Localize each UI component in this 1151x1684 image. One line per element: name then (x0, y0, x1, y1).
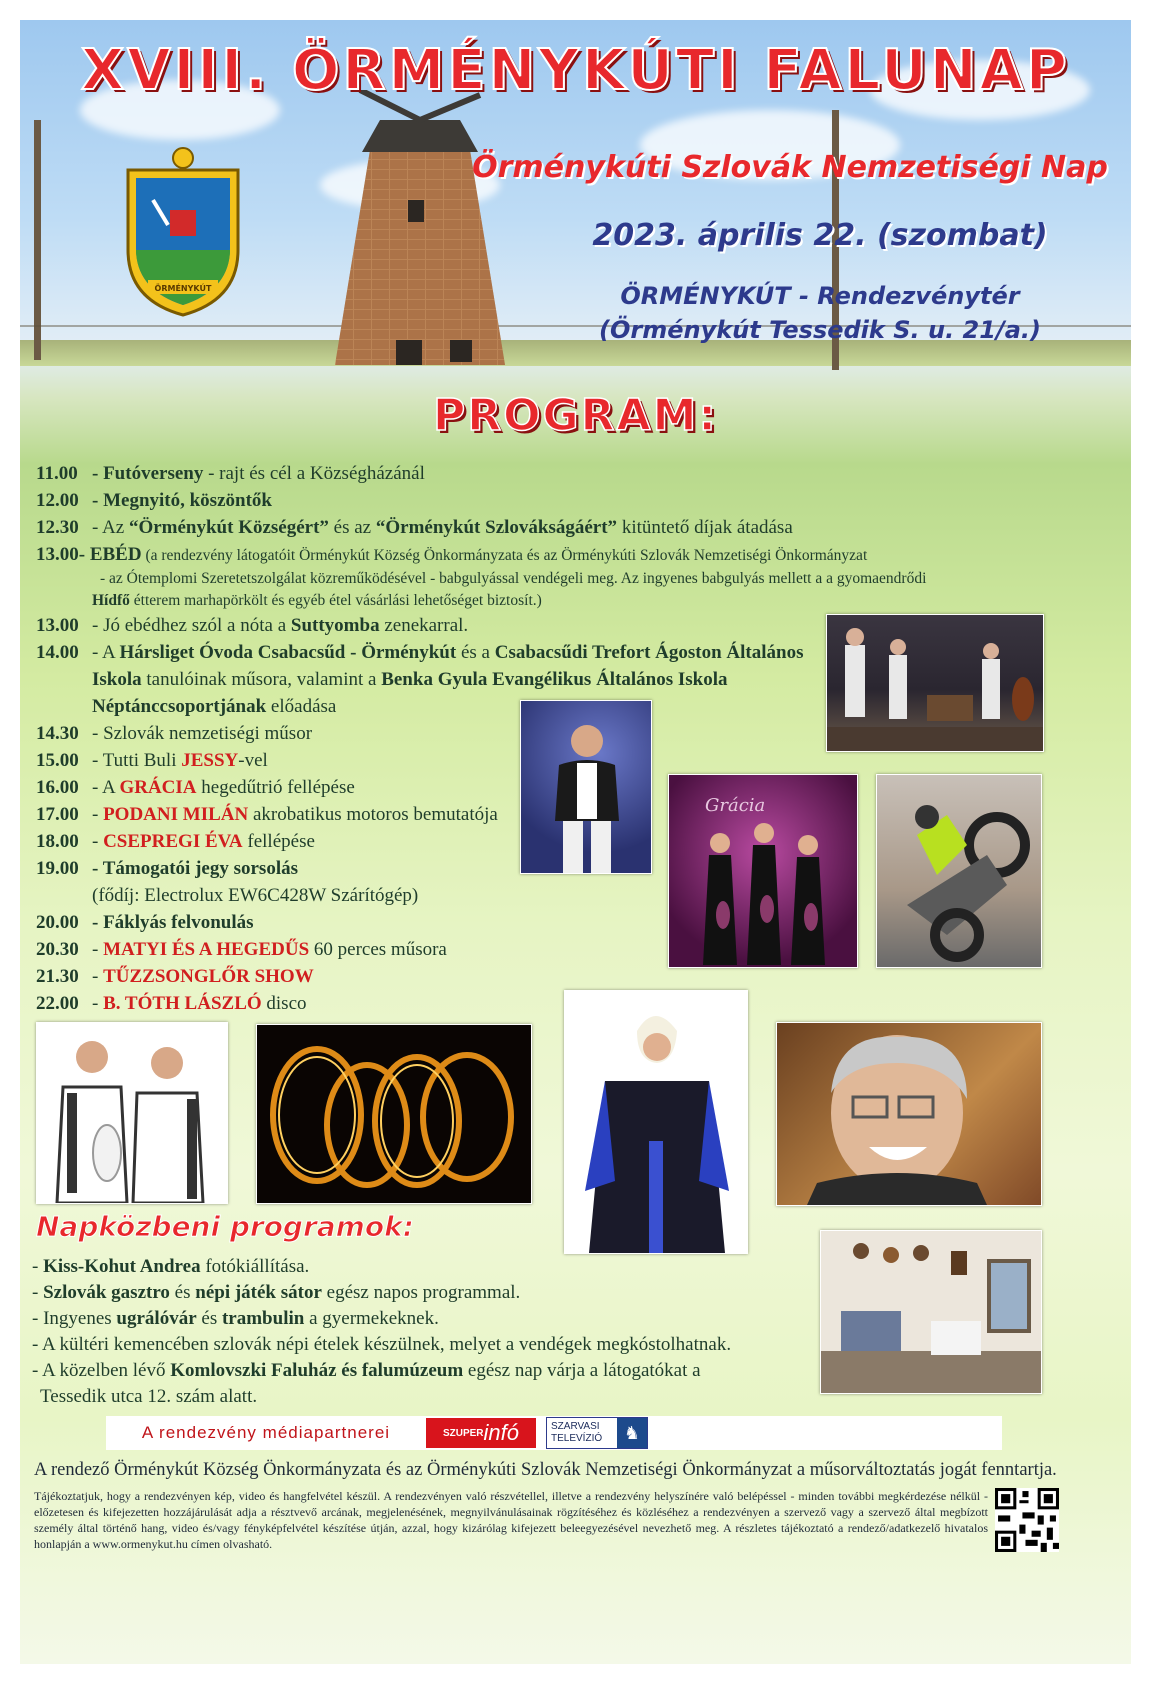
gracia-photo (668, 774, 858, 968)
motorbike-photo (876, 774, 1042, 968)
venue-name: ÖRMÉNYKÚT - Rendezvénytér (620, 282, 1020, 310)
item-name: Hídfő (92, 592, 130, 609)
time: 19.00 (36, 858, 79, 879)
time: 12.00 (36, 490, 79, 511)
item-desc: 60 perces műsora (309, 939, 447, 960)
qr-code-icon (995, 1488, 1059, 1552)
item-desc: akrobatikus motoros bemutatója (248, 804, 498, 825)
item-name: Komlovszki Faluház és falumúzeum (170, 1360, 464, 1381)
daytime-heading: Napközbeni programok: (36, 1210, 414, 1243)
event-subtitle: Örménykúti Szlovák Nemzetiségi Nap (472, 150, 1108, 185)
sep: - A (92, 777, 120, 798)
item-desc: - Szlovák nemzetiségi műsor (92, 723, 313, 744)
schedule-row (36, 487, 836, 514)
time: 17.00 (36, 804, 79, 825)
item-desc-cont (36, 666, 836, 693)
item-name: Fáklyás felvonulás (103, 912, 254, 933)
item-desc: és (169, 1282, 196, 1303)
logo-text: TELEVÍZIÓ (551, 1433, 603, 1444)
schedule-row (36, 720, 836, 747)
sep: - (92, 831, 104, 852)
b-toth-laszlo-photo (776, 1022, 1042, 1206)
time: 14.30 (36, 723, 79, 744)
performer: B. TÓTH LÁSZLÓ (103, 993, 262, 1014)
item-name: Megnyitó, köszöntők (103, 490, 272, 511)
item-desc-cont: - az Ótemplomi Szeretetszolgálat közreműködésével - babgulyással vendégeli meg. Az ingyenes babgulyás mellett a a gyomaendrődi (100, 570, 927, 587)
disclaimer: A rendező Örménykút Község Önkormányzata és az Örménykúti Szlovák Nemzetiségi Önkormányzat a műsorváltoztatás jogát fenntartja. (34, 1460, 1057, 1480)
dash: - (32, 1256, 44, 1277)
schedule-row (36, 747, 836, 774)
item-desc: étterem marhapörkölt és egyéb étel vásárlási lehetőséget biztosít.) (129, 592, 542, 609)
program-heading: PROGRAM: (433, 390, 718, 441)
performer: CSEPREGI ÉVA (103, 831, 243, 852)
item-desc: előadása (266, 696, 337, 717)
item-desc: zenekarral. (379, 615, 469, 636)
fence-post (34, 120, 41, 360)
logo-text: SZARVASI (551, 1421, 600, 1432)
item-desc: - Jó ebédhez szól a nóta a (92, 615, 291, 636)
jessy-photo (520, 700, 652, 874)
item-name: ugrálóvár (116, 1308, 197, 1329)
sep: - A (92, 642, 120, 663)
item-name: Suttyomba (290, 615, 380, 636)
schedule-row (36, 612, 836, 639)
logo-text: SZUPER (442, 1427, 484, 1439)
item-desc: - A közelben lévő (32, 1360, 171, 1381)
item-desc: egész napos programmal. (321, 1282, 521, 1303)
time: 14.00 (36, 642, 79, 663)
sep: - (92, 463, 104, 484)
item-name: népi játék sátor (195, 1282, 322, 1303)
item-desc: és az (328, 517, 376, 538)
item-desc: disco (261, 993, 307, 1014)
schedule-row (36, 639, 836, 666)
logo-text: infó (483, 1420, 520, 1445)
list-item: Tessedik utca 12. szám alatt. (40, 1386, 258, 1407)
venue-address: (Örménykút Tessedik S. u. 21/a.) (599, 316, 1041, 344)
time: 20.00 (36, 912, 79, 933)
item-desc-cont (36, 693, 836, 720)
item-name: Benka Gyula Evangélikus Általános Iskola (381, 669, 728, 690)
list-item (32, 1306, 731, 1332)
sep: - (92, 490, 104, 511)
sep: - Az (92, 517, 129, 538)
list-item (32, 1254, 731, 1280)
windmill-illustration (300, 90, 540, 370)
item-desc: hegedűtrió fellépése (196, 777, 355, 798)
time: 18.00 (36, 831, 79, 852)
schedule-row (36, 541, 868, 568)
matyi-photo (36, 1022, 228, 1204)
sep: - (92, 912, 104, 933)
item-name: Hársliget Óvoda Csabacsűd - Örménykút (119, 642, 457, 663)
schedule-row (36, 514, 836, 541)
item-name: EBÉD (89, 544, 142, 565)
deer-icon: ♞ (617, 1418, 647, 1448)
item-desc: - Ingyenes (32, 1308, 117, 1329)
event-title: XVIII. ÖRMÉNYKÚTI FALUNAP (81, 38, 1070, 103)
item-desc-cont: (fődíj: Electrolux EW6C428W Szárítógép) (92, 885, 419, 906)
item-name: trambulin (221, 1308, 305, 1329)
performer: TŰZZSONGLŐR SHOW (103, 966, 314, 987)
item-name: Szlovák gasztro (43, 1282, 170, 1303)
sep: - (92, 939, 104, 960)
item-desc: kitüntető díjak átadása (617, 517, 793, 538)
item-desc: és a (456, 642, 495, 663)
sep: - (92, 966, 104, 987)
performer: MATYI ÉS A HEGEDŰS (103, 939, 310, 960)
time: 13.00 (36, 544, 79, 565)
szarvasi-tv-logo (546, 1417, 648, 1449)
item-name: “Örménykút Szlovákságáért” (375, 517, 618, 538)
performer: JESSY (181, 750, 239, 771)
poster (20, 20, 1131, 1664)
media-label: A rendezvény médiapartnerei (141, 1423, 391, 1442)
dash: - (32, 1282, 44, 1303)
item-name: Csabacsűdi Trefort Ágoston Általános (494, 642, 804, 663)
szuperinfo-logo (426, 1418, 536, 1448)
item-desc: (a rendezvény látogatóit Örménykút Község Önkormányzata és az Örménykúti Szlovák Nemzetiségi Önkormányzat (141, 547, 868, 564)
list-item (32, 1280, 731, 1306)
time: 20.30 (36, 939, 79, 960)
time: 15.00 (36, 750, 79, 771)
item-desc: fellépése (242, 831, 315, 852)
event-date: 2023. április 22. (szombat) (592, 218, 1048, 253)
item-desc: - Tutti Buli (92, 750, 182, 771)
list-item (32, 1358, 731, 1384)
logo-text-block (547, 1421, 602, 1445)
time: 13.00 (36, 615, 79, 636)
media-partners-bar (106, 1416, 1002, 1450)
village-crest (108, 140, 258, 320)
time: 11.00 (36, 463, 78, 484)
item-name: Iskola (92, 669, 142, 690)
performer: GRÁCIA (119, 777, 197, 798)
daytime-list (32, 1254, 731, 1410)
item-desc: -vel (238, 750, 268, 771)
list-item: - A kültéri kemencében szlovák népi ételek készülnek, melyet a vendégek megkóstolhatnak. (32, 1334, 732, 1355)
band-photo (826, 614, 1044, 752)
item-name: “Örménykút Községért” (128, 517, 329, 538)
gracia-logo: Grácia (705, 795, 766, 816)
item-desc: és (196, 1308, 222, 1329)
item-name: Néptánccsoportjának (92, 696, 267, 717)
csepregi-eva-photo (564, 990, 748, 1254)
fire-juggler-photo (256, 1024, 532, 1204)
item-name: Kiss-Kohut Andrea (43, 1256, 201, 1277)
item-desc: a gyermekeknek. (304, 1308, 439, 1329)
time: 21.30 (36, 966, 79, 987)
item-desc: tanulóinak műsora, valamint a (141, 669, 382, 690)
village-museum-photo (820, 1230, 1042, 1394)
performer: PODANI MILÁN (103, 804, 249, 825)
item-desc: fotókiállítása. (200, 1256, 310, 1277)
time: 16.00 (36, 777, 79, 798)
item-name: Támogatói jegy sorsolás (102, 858, 298, 879)
sep: - (92, 993, 104, 1014)
item-name: Futóverseny (103, 463, 204, 484)
sep: - (78, 544, 90, 565)
time: 12.30 (36, 517, 79, 538)
sep: - (92, 858, 103, 879)
item-desc: egész nap várja a látogatókat a (463, 1360, 701, 1381)
schedule-row (36, 460, 836, 487)
item-desc: - rajt és cél a Községházánál (203, 463, 425, 484)
crest-label: ÖRMÉNYKÚT (154, 284, 212, 293)
sep: - (92, 804, 104, 825)
privacy-notice: Tájékoztatjuk, hogy a rendezvényen kép, video és hangfelvétel készül. A rendezvényen való részvétellel, illetve a rendezvény helyszínére való belépéssel - minden további megkérdezése nélkül - előzetesen és kifejezetten hozzájárulását adja a résztvevő arcának, megjelenésének, megnyilvánulásainak rögzítéséhez és közléséhez a rendezvényen a szervező vagy a szervező által megbízott személy által történő hang, video és/vagy fényképfelvétel készítése útján, azzal, hogy kizárólag kifejezett beleegyezésével nevezhető meg. A részletes tájékoztató a rendező/adatkezelő hivatalos honlapján a www.ormenykut.hu címen olvasható. (34, 1489, 988, 1551)
item-desc-cont (36, 590, 836, 612)
time: 22.00 (36, 993, 79, 1014)
